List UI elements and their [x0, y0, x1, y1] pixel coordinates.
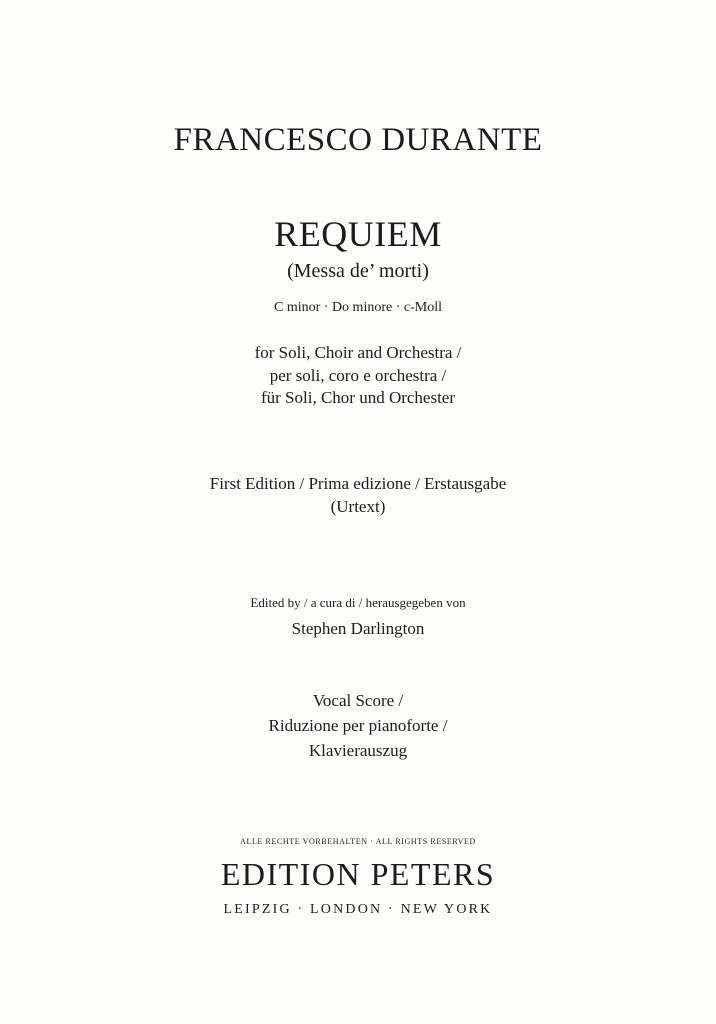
rights-notice: ALLE RECHTE VORBEHALTEN · ALL RIGHTS RESERVED	[240, 837, 476, 846]
publisher-name: EDITION PETERS	[220, 856, 496, 892]
edited-by-label: Edited by / a cura di / herausgegeben von	[250, 595, 466, 610]
work-title: REQUIEM	[274, 214, 442, 254]
scoring-line-italian: per soli, coro e orchestra /	[269, 366, 447, 385]
urtext-line: (Urtext)	[330, 497, 386, 516]
composer-name: FRANCESCO DURANTE	[173, 122, 543, 158]
publisher-cities: LEIPZIG · LONDON · NEW YORK	[223, 902, 493, 917]
scoring-line-german: für Soli, Chor und Orchester	[260, 388, 456, 407]
score-type-english: Vocal Score /	[312, 691, 404, 710]
work-subtitle: (Messa de’ morti)	[287, 260, 429, 282]
edition-line: First Edition / Prima edizione / Erstausgabe	[209, 474, 507, 493]
score-type-italian: Riduzione per pianoforte /	[268, 716, 448, 735]
editor-name: Stephen Darlington	[291, 619, 425, 638]
scoring-line-english: for Soli, Choir and Orchestra /	[254, 343, 462, 362]
score-type-german: Klavierauszug	[308, 741, 408, 760]
key-signature: C minor · Do minore · c-Moll	[274, 300, 442, 315]
